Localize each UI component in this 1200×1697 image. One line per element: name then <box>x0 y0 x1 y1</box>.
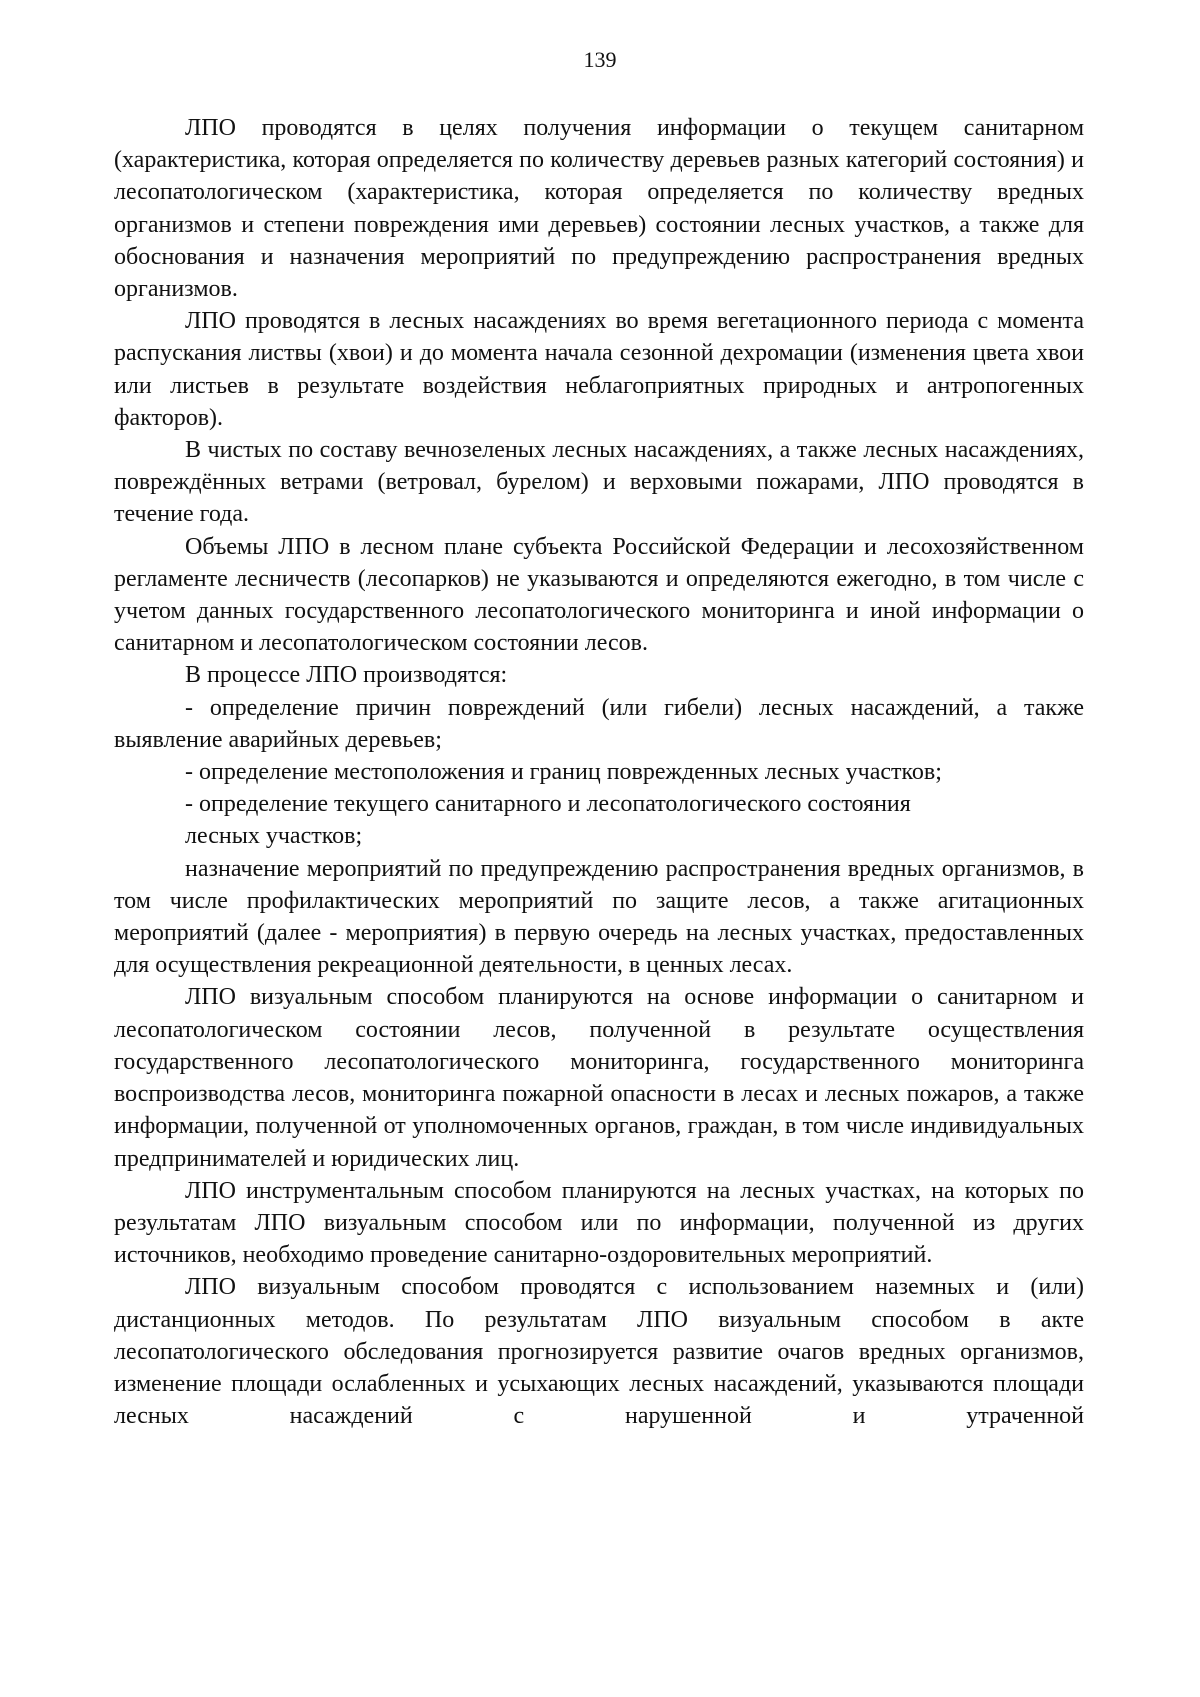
paragraph-lpo-period: ЛПО проводятся в лесных насаждениях во время вегетационного периода с момента распускания листвы (хвои) и до момента начала сезонной дехромации (изменения цвета хвои или листьев в результате воздействия неблагоприятных природных и антропогенных факторов). <box>114 308 1084 431</box>
paragraph-measures-assignment: назначение мероприятий по предупреждению распространения вредных организмов, в том числе профилактических мероприятий по защите лесов, а также агитационных мероприятий (далее - мероприятия) в первую очередь на лесных участках, предоставленных для осуществления рекреационной деятельности, в ценных лесах. <box>114 855 1084 979</box>
paragraph-visual-planning: ЛПО визуальным способом планируются на основе информации о санитарном и лесопатологическом состоянии лесов, полученной в результате осуществления государственного лесопатологического мониторинга, государственного мониторинга воспроизводства лесов, мониторинга пожарной опасности в лесах и лесных пожаров, а также информации, полученной от уполномоченных органов, граждан, в том числе индивидуальных предпринимателей и юридических лиц. <box>114 984 1084 1172</box>
paragraph-lpo-process-intro: В процессе ЛПО производятся: <box>185 662 508 689</box>
paragraph-lpo-purpose: ЛПО проводятся в целях получения информации о текущем санитарном (характеристика, которая определяется по количеству деревьев разных категорий состояния) и лесопатологическом (характеристика, которая определяется по количеству вредных организмов и степени повреждения ими деревьев) состоянии лесных участков, а также для обоснования и назначения мероприятий по предупреждению распространения вредных организмов. <box>114 115 1084 303</box>
paragraph-lpo-volumes: Объемы ЛПО в лесном плане субъекта Российской Федерации и лесохозяйственном регламенте лесничеств (лесопарков) не указываются и определяются ежегодно, в том числе с учетом данных государственного лесопатологического мониторинга и иной информации о санитарном и лесопатологическом состоянии лесов. <box>114 533 1084 657</box>
page-number: 139 <box>583 47 617 72</box>
list-item-current-state-continued: лесных участков; <box>185 823 363 850</box>
list-item-location-borders: - определение местоположения и границ поврежденных лесных участков; <box>185 759 942 786</box>
list-item-current-state: - определение текущего санитарного и лесопатологического состояния <box>185 791 911 818</box>
document-body <box>114 112 1084 1432</box>
list-item-damage-causes: - определение причин повреждений (или гибели) лесных насаждений, а также выявление аварийных деревьев; <box>114 694 1084 753</box>
paragraph-visual-methods: ЛПО визуальным способом проводятся с использованием наземных и (или) дистанционных методов. По результатам ЛПО визуальным способом в акте лесопатологического обследования прогнозируется развитие очагов вредных организмов, изменение площади ослабленных и усыхающих лесных насаждений, указываются площади лесных насаждений с нарушенной и утраченной <box>114 1274 1084 1430</box>
paragraph-lpo-evergreen: В чистых по составу вечнозеленых лесных насаждениях, а также лесных насаждениях, повреждённых ветрами (ветровал, бурелом) и верховыми пожарами, ЛПО проводятся в течение года. <box>114 437 1084 528</box>
paragraph-instrumental-planning: ЛПО инструментальным способом планируются на лесных участках, на которых по результатам ЛПО визуальным способом или по информации, полученной из других источников, необходимо проведение санитарно-оздоровительных мероприятий. <box>114 1177 1084 1269</box>
